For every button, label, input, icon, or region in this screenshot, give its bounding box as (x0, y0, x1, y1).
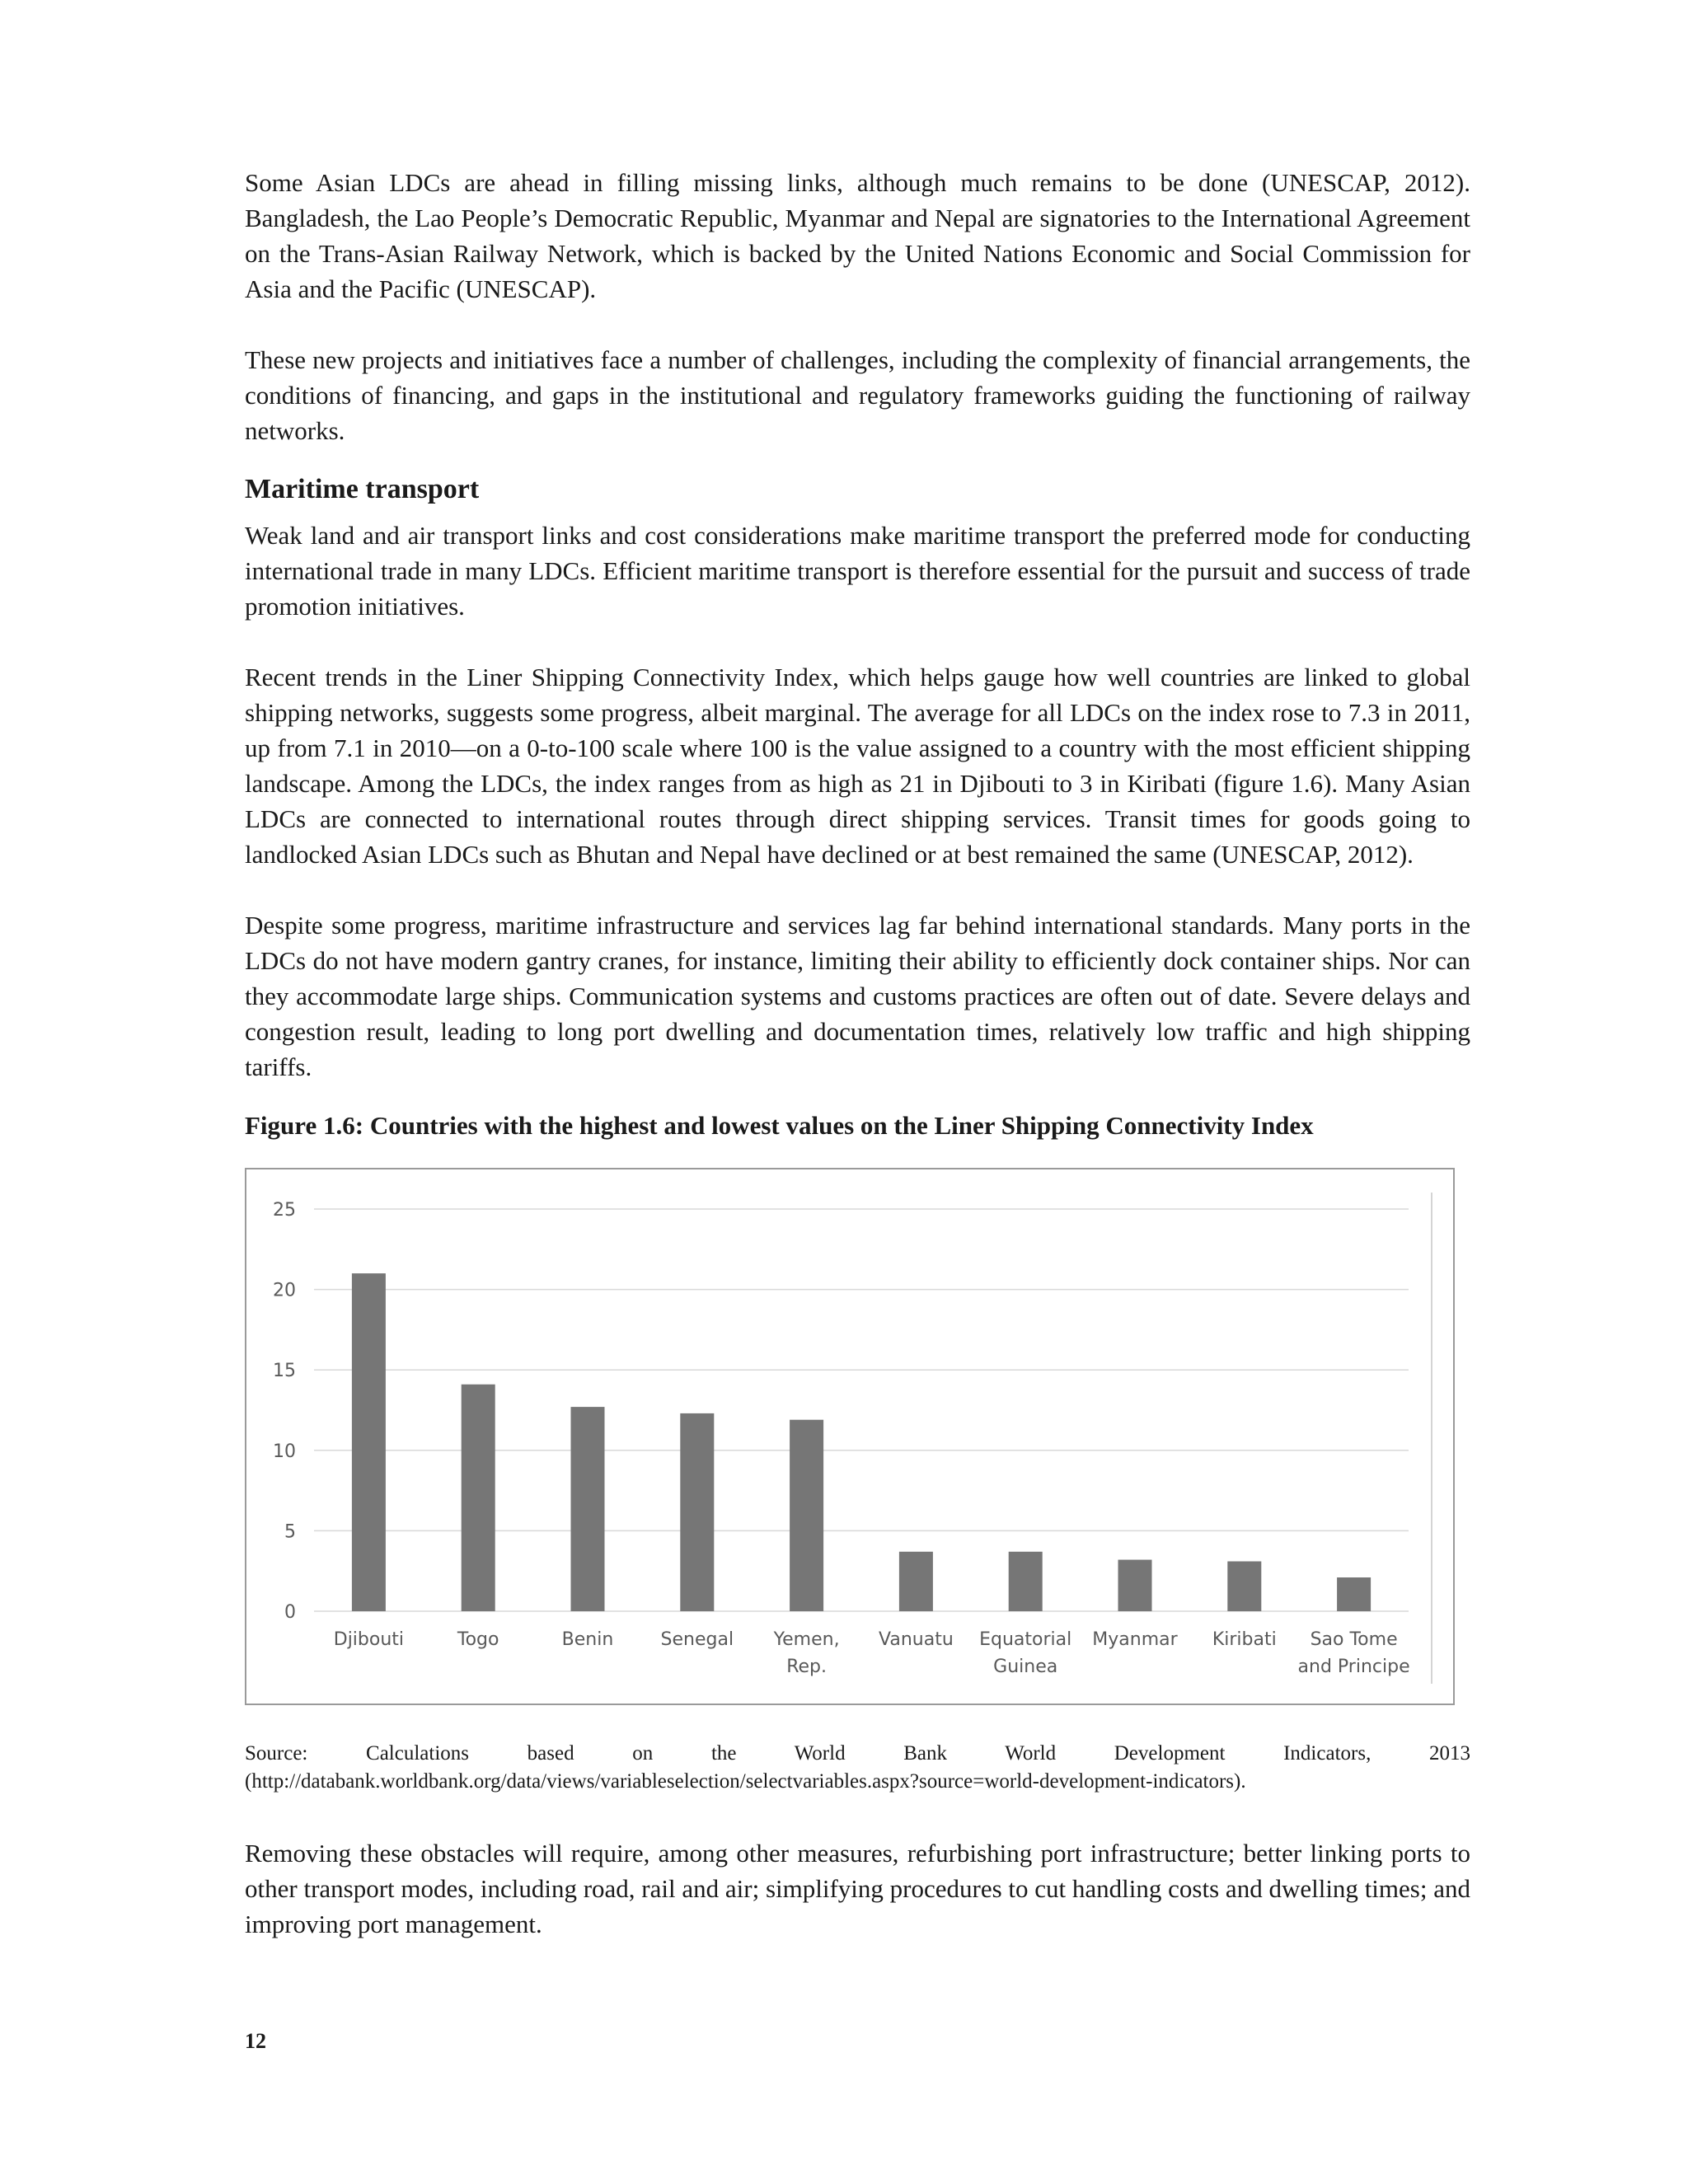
y-tick-label: 0 (284, 1602, 296, 1623)
bar-sao-tome-and-principe (1337, 1577, 1371, 1611)
paragraph-lsci-trends: Recent trends in the Liner Shipping Connectivity Index, which helps gauge how well countries are linked to global shipping networks, suggests some progress, albeit marginal. The average for all LDCs on the index rose to 7.3 in 2011, up from 7.1 in 2010—on a 0-to-100 scale where 100 is the value assigned to a country with the most efficient shipping landscape. Among the LDCs, the index ranges from as high as 21 in Djibouti to 3 in Kiribati (figure 1.6). Many Asian LDCs are connected to international routes through direct shipping services. Transit times for goods going to landlocked Asian LDCs such as Bhutan and Nepal have declined or at best remained the same (UNESCAP, 2012). (245, 663, 1470, 869)
bar-kiribati (1227, 1561, 1261, 1611)
bar-senegal (680, 1413, 714, 1611)
x-tick-label: Togo (457, 1629, 499, 1650)
x-tick-label: Rep. (786, 1657, 827, 1677)
x-tick-label: Benin (561, 1629, 614, 1650)
bar-myanmar (1118, 1560, 1152, 1611)
bar-equatorial-guinea (1009, 1552, 1043, 1611)
x-tick-label: Sao Tome (1310, 1629, 1398, 1650)
paragraph-railway-links: Some Asian LDCs are ahead in filling missing links, although much remains to be done (UNESCAP, 2012). Bangladesh, the Lao People’s Democratic Republic, Myanmar and Nepal are signatories to the International Agreement on the Trans-Asian Railway Network, which is backed by the United Nations Economic and Social Commission for Asia and the Pacific (UNESCAP). (245, 168, 1470, 303)
bar-benin (571, 1407, 605, 1611)
page-number: 12 (245, 2029, 266, 2053)
figure-caption: Figure 1.6: Countries with the highest and lowest values on the Liner Shipping Connectivity Index (245, 1111, 1314, 1140)
y-tick-label: 10 (273, 1441, 296, 1462)
paragraph-infrastructure-lag: Despite some progress, maritime infrastructure and services lag far behind international standards. Many ports in the LDCs do not have modern gantry cranes, for instance, limiting their ability to efficiently dock container ships. Nor can they accommodate large ships. Communication systems and customs practices are often out of date. Severe delays and congestion result, leading to long port dwelling and documentation times, relatively low traffic and high shipping tariffs. (245, 911, 1470, 1081)
chart-side-rule (1431, 1193, 1432, 1684)
paragraph-removing-obstacles: Removing these obstacles will require, among other measures, refurbishing port infrastructure; better linking ports to other transport modes, including road, rail and air; simplifying procedures to cut handling costs and dwelling times; and improving port management. (245, 1839, 1470, 1938)
y-tick-label: 5 (284, 1521, 296, 1543)
bar-togo (462, 1385, 495, 1611)
section-heading-maritime: Maritime transport (245, 474, 480, 504)
figure-source: Source: Calculations based on the World Bank World Development Indicators, 2013 (http://databank.worldbank.org/data/views/variableselection/selectvariables.aspx?source=world-development-indicators). (245, 1742, 1470, 1793)
y-tick-label: 15 (273, 1361, 296, 1382)
bar-chart (245, 1168, 1455, 1705)
chart-svg (246, 1169, 1456, 1707)
y-tick-label: 25 (273, 1200, 296, 1221)
paragraph-maritime-preferred: Weak land and air transport links and cost considerations make maritime transport the preferred mode for conducting international trade in many LDCs. Efficient maritime transport is therefore essential for the pursuit and success of trade promotion initiatives. (245, 521, 1470, 621)
paragraph-challenges: These new projects and initiatives face a number of challenges, including the complexity of financial arrangements, the conditions of financing, and gaps in the institutional and regulatory frameworks guiding the functioning of railway networks. (245, 345, 1470, 445)
x-tick-label: Djibouti (333, 1629, 405, 1650)
bar-yemen-rep (790, 1420, 823, 1611)
bar-djibouti (352, 1273, 386, 1611)
x-tick-label: and Principe (1297, 1657, 1410, 1677)
x-tick-label: Guinea (993, 1657, 1058, 1677)
x-tick-label: Myanmar (1092, 1629, 1178, 1650)
x-tick-label: Kiribati (1212, 1629, 1277, 1650)
x-tick-label: Vanuatu (879, 1629, 954, 1650)
y-tick-label: 20 (273, 1280, 296, 1301)
bar-vanuatu (899, 1552, 933, 1611)
x-tick-label: Senegal (660, 1629, 734, 1650)
x-tick-label: Equatorial (979, 1629, 1072, 1650)
x-tick-label: Yemen, (773, 1629, 840, 1650)
document-page (245, 165, 1470, 1977)
